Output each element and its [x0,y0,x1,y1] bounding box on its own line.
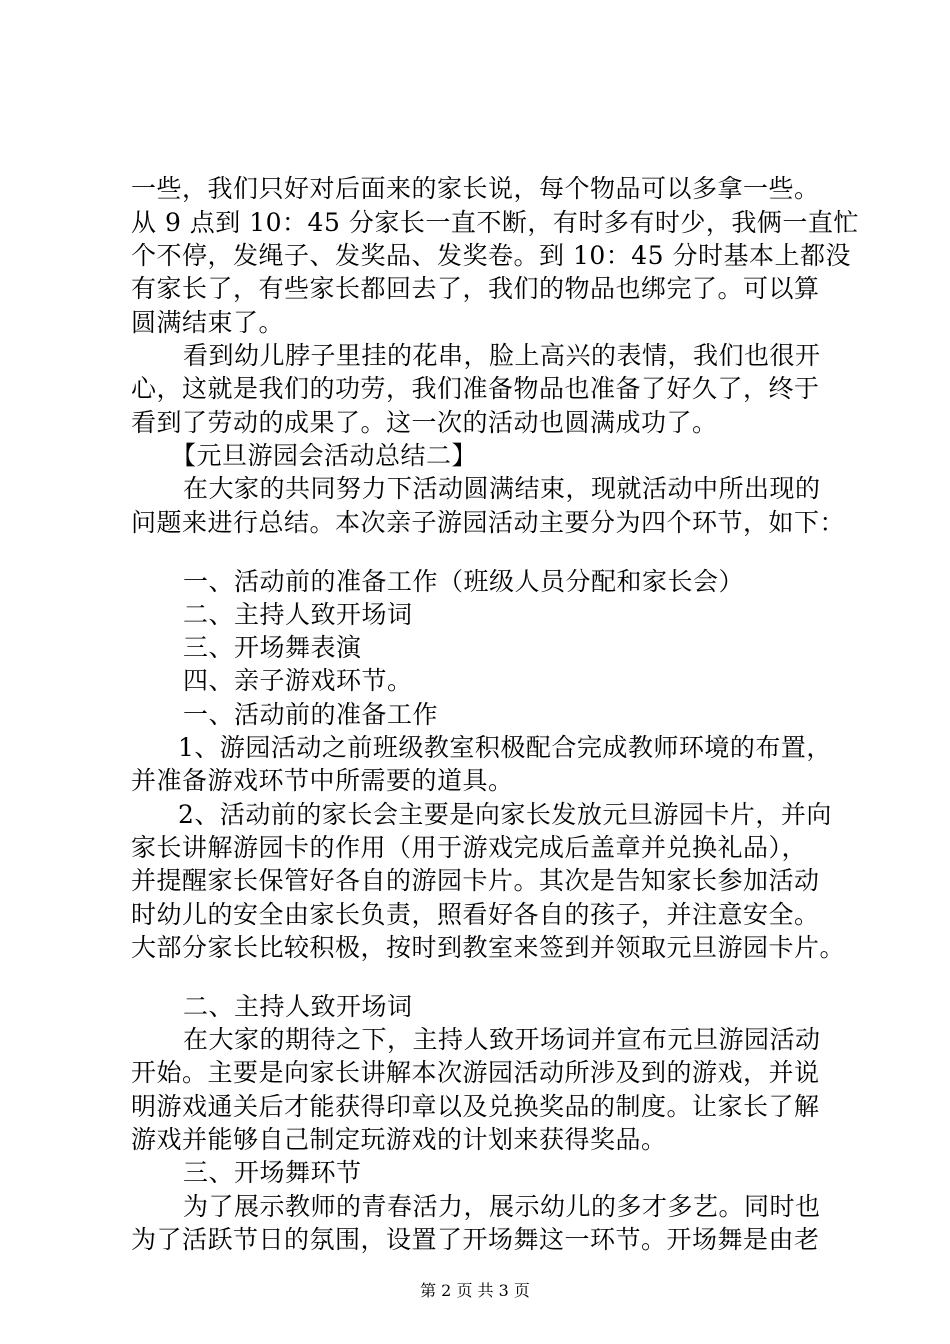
text-line: 圆满结束了。 [131,308,285,337]
text-line: 从 9 点到 10：45 分家长一直不断，有时多有时少，我俩一直忙 [131,208,859,237]
text-line: 并准备游戏环节中所需要的道具。 [131,766,514,795]
text-line: 游戏并能够自己制定玩游戏的计划来获得奖品。 [131,1125,667,1154]
text-line: 1、游园活动之前班级教室积极配合完成教师环境的布置， [178,733,832,762]
list-item: 二、主持人致开场词 [183,600,413,629]
section-heading: 三、开场舞环节 [183,1158,362,1187]
text-line: 个不停，发绳子、发奖品、发奖卷。到 10：45 分时基本上都没 [131,241,852,270]
list-item: 一、活动前的准备工作（班级人员分配和家长会） [183,567,745,596]
text-line: 2、活动前的家长会主要是向家长发放元旦游园卡片，并向 [178,800,832,829]
text-line: 看到幼儿脖子里挂的花串，脸上高兴的表情，我们也很开 [183,341,821,370]
list-item: 三、开场舞表演 [183,633,362,662]
text-line: 有家长了，有些家长都回去了，我们的物品也绑完了。可以算 [131,274,820,303]
text-line: 看到了劳动的成果了。这一次的活动也圆满成功了。 [131,408,718,437]
text-line: 开始。主要是向家长讲解本次游园活动所涉及到的游戏，并说 [131,1058,820,1087]
section-heading: 一、活动前的准备工作 [183,700,439,729]
section-heading: 【元旦游园会活动总结二】 [171,441,478,470]
text-line: 为了展示教师的青春活力，展示幼儿的多才多艺。同时也 [183,1192,821,1221]
text-line: 家长讲解游园卡的作用（用于游戏完成后盖章并兑换礼品）， [131,833,808,862]
list-item: 四、亲子游戏环节。 [183,666,413,695]
text-line: 在大家的共同努力下活动圆满结束，现就活动中所出现的 [183,474,821,503]
page-footer: 第 2 页 共 3 页 [420,1281,530,1300]
text-line: 心，这就是我们的功劳，我们准备物品也准备了好久了，终于 [131,374,820,403]
section-heading: 二、主持人致开场词 [183,992,413,1021]
text-line: 问题来进行总结。本次亲子游园活动主要分为四个环节，如下： [131,508,846,537]
text-line: 一些，我们只好对后面来的家长说，每个物品可以多拿一些。 [131,174,820,203]
text-line: 明游戏通关后才能获得印章以及兑换奖品的制度。让家长了解 [131,1092,820,1121]
text-line: 为了活跃节日的氛围，设置了开场舞这一环节。开场舞是由老 [131,1225,820,1254]
text-line: 大部分家长比较积极，按时到教室来签到并领取元旦游园卡片。 [131,933,846,962]
text-line: 时幼儿的安全由家长负责，照看好各自的孩子，并注意安全。 [131,900,820,929]
text-line: 并提醒家长保管好各自的游园卡片。其次是告知家长参加活动 [131,866,820,895]
text-line: 在大家的期待之下，主持人致开场词并宣布元旦游园活动 [183,1025,821,1054]
